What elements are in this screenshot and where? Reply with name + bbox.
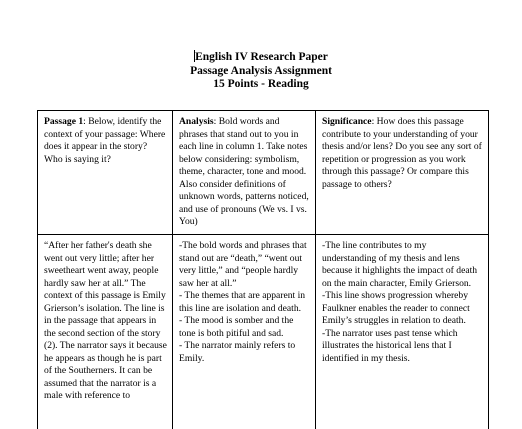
document-points: 15 Points - Reading — [213, 78, 309, 90]
document-title: English IV Research Paper — [195, 51, 328, 63]
significance-note: -The narrator uses past tense which illustrates the historical lens that I identified in my thesis. — [322, 327, 458, 364]
analysis-note: -The bold words and phrases that stand out are “death,” “went out very little,” and “people hardly saw her at all.” — [179, 240, 307, 289]
passage-header-lead: Passage 1 — [44, 116, 84, 127]
analysis-note: - The themes that are apparent in this line are isolation and death. — [179, 290, 306, 314]
significance-header-text: : How does this passage contribute to your understanding of your thesis and/or lens? Do you see any sort of repetition or progression as you work through this passage? Or compare this passage to others? — [322, 116, 482, 190]
analysis-cell — [173, 235, 316, 429]
passage-header-text: : Below, identify the context of your passage: Where does it appear in the story? Who is saying it? — [44, 116, 166, 165]
passage-text: “After her father's death she went out very little; after her sweetheart went away, people hardly saw her at all.” The context of this passage is Emily Grierson’s isolation. The line is in the passage that appears in the second section of the story (2). The narrator says it because he appears as though he is part of the Southerners. It can be assumed that the narrator is a male with reference to — [44, 240, 167, 401]
document-subtitle: Passage Analysis Assignment — [190, 64, 332, 77]
passage-header-cell — [38, 111, 173, 235]
significance-header-lead: Significance — [322, 116, 372, 127]
significance-cell — [316, 235, 489, 429]
table-header-row — [38, 111, 489, 235]
title-line — [0, 50, 522, 65]
passage-cell — [38, 235, 173, 429]
analysis-note: - The mood is somber and the tone is both pitiful and sad. — [179, 315, 294, 339]
document-heading — [0, 50, 522, 92]
significance-note: -The line contributes to my understanding of my thesis and lens because it highlights the impact of death on the main character, Emily Grierson. — [322, 240, 478, 289]
table-row — [38, 235, 489, 429]
analysis-header-lead: Analysis — [179, 116, 214, 127]
passage-analysis-table — [37, 110, 489, 429]
significance-note: -This line shows progression whereby Faulkner enables the reader to connect Emily’s struggles in relation to death. — [322, 290, 470, 326]
significance-header-cell — [316, 111, 489, 235]
analysis-header-text: : Bold words and phrases that stand out to you in each line in column 1. Take notes below considering: symbolism, theme, character, tone and mood. Also consider definitions of unknown words, patterns noticed, and use of pronouns (We vs. I vs. You) — [179, 116, 309, 227]
analysis-header-cell — [173, 111, 316, 235]
analysis-note: - The narrator mainly refers to Emily. — [179, 340, 296, 364]
